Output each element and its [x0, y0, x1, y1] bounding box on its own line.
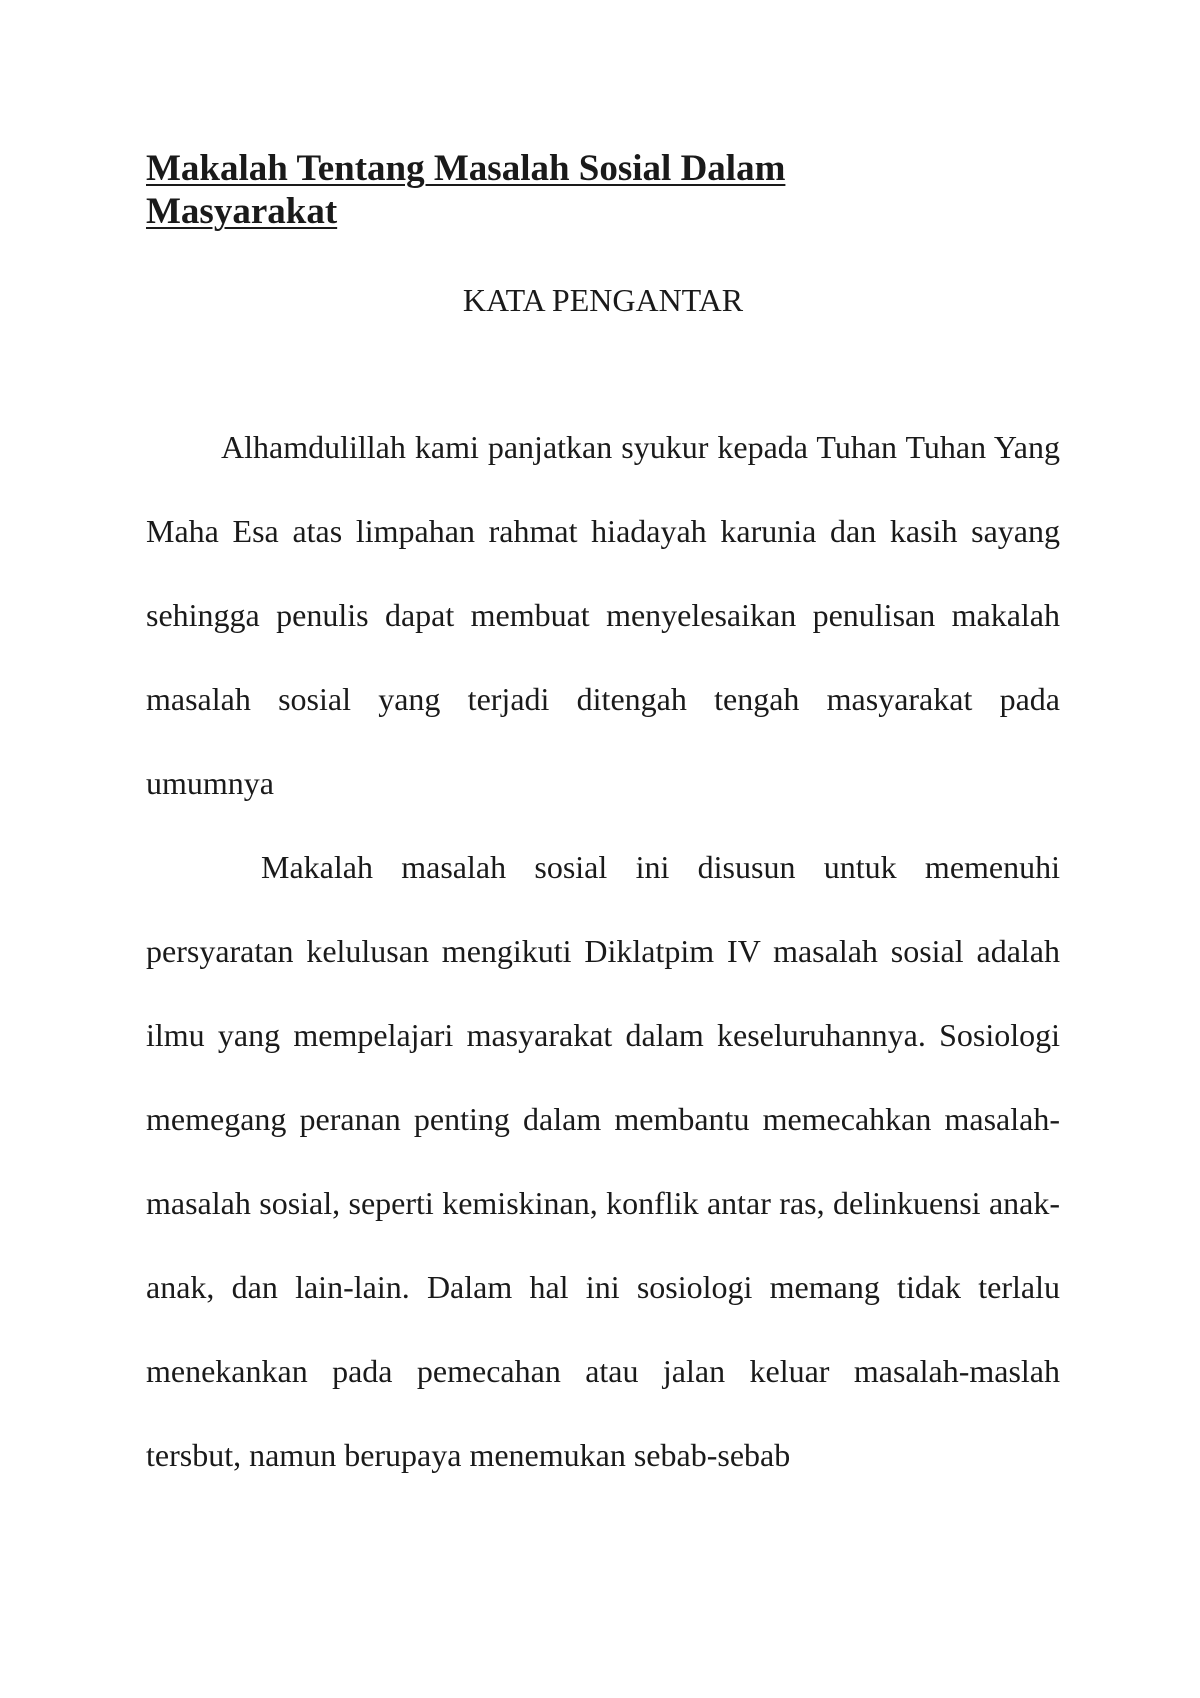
document-title: Makalah Tentang Masalah Sosial Dalam Masyarakat	[146, 148, 786, 232]
section-heading: KATA PENGANTAR	[462, 282, 744, 318]
body-text	[146, 405, 1060, 1497]
paragraph-2: Makalah masalah sosial ini disusun untuk memenuhi persyaratan kelulusan mengikuti Diklatpim IV masalah sosial adalah ilmu yang mempelajari masyarakat dalam keseluruhannya. Sosiologi memegang peranan penting dalam membantu memecahkan masalah-masalah sosial, seperti kemiskinan, konflik antar ras, delinkuensi anak-anak, dan lain-lain. Dalam hal ini sosiologi memang tidak terlalu menekankan pada pemecahan atau jalan keluar masalah-maslah tersbut, namun berupaya menemukan sebab-sebab	[146, 849, 1060, 1473]
paragraph-1: Alhamdulillah kami panjatkan syukur kepada Tuhan Tuhan Yang Maha Esa atas limpahan rahmat hiadayah karunia dan kasih sayang sehingga penulis dapat membuat menyelesaikan penulisan makalah masalah sosial yang terjadi ditengah tengah masyarakat pada umumnya	[146, 429, 1060, 801]
